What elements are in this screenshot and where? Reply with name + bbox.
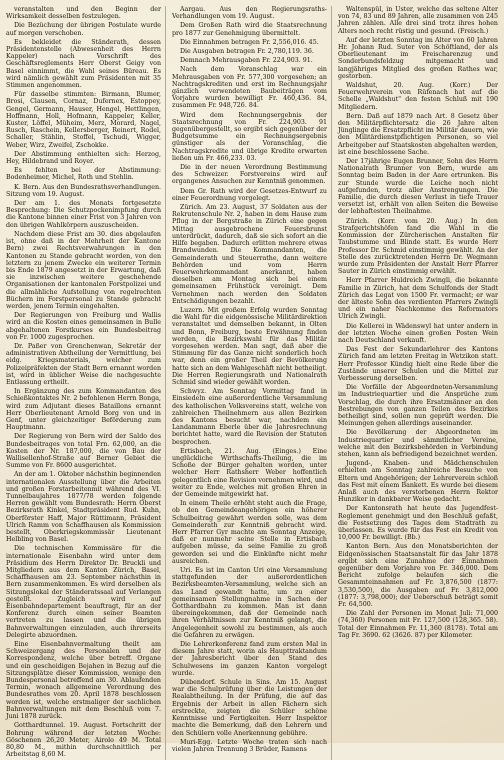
column-3	[338, 6, 498, 760]
col2-paragraph: Die Ausgaben betragen Fr. 2,780,119. 36.	[180, 48, 314, 56]
col1-paragraph: veranstalten und den Beginn der Wirksamkeit desselben festzulegen.	[6, 6, 161, 21]
col2-paragraph: Dübendorf. Schule in Sins. Am 15. August war die Schulprüfung über die Leistungen der Realabtheilung. In der Prüfung, die auf das Ergebnis der Arbeit in allen Fächern sich erstreckte, zeigten die Schüler schöne Kenntnisse und Fertigkeiten. Herr Inspektor machte die Bemerkung, daß den Lehrern und den Schülern volle Anerkennung gebühre.	[172, 679, 327, 737]
col1-paragraph: K. Bern. Aus den Bundesrathsverhandlungen. Sitzung vom 19. August.	[6, 183, 161, 198]
col3-paragraph: Kanton Bern. Aus den Monatsberichten der Eidgenössischen Staatsanstalt für das Jahr 1878 ergibt sich eine Zunahme der Einnahmen gegenüber dem Vorjahre von Fr. 346,000. Dem Bericht zufolge belaufen sich die Gesammteinnahmen auf Fr. 3,876,500 (1877: 3,530,500), die Ausgaben auf Fr. 3,812,000 (1877: 3,798,000); der Ueberschuß beträgt somit Fr. 64,500.	[338, 543, 498, 609]
col1-paragraph: An der am 1. Oktober nächsthin beginnenden internationalen Ausstellung über die Arbeiten und großen Forstarbeitenmit während des VI. Tunnelbaujahres 1877/78 werden folgende Herren gewählt vom Bundesrath: Herrn Oberst Bezirksrath Kinkel, Stadtpräsident Rud. Kuhn, Oberförster Haff, Major Rüttimann, Präsident Ulrich Ramm von Schaffhausen als Kommission bestellt, Oberkriegskommissär Lieutenant Helbling von Basel.	[6, 471, 161, 544]
col3-paragraph: Der Kantonsrath hat heute das Jugendfest-Reglement genehmigt und den Beschluß gefaßt, die Festsetzung des Tages dem Stadtrath zu überlassen. Es wurde für das Fest ein Kredit von 10,000 Fr. bewilligt. (Bb.)	[338, 505, 498, 542]
col3-paragraph: Zürich. (Korr. vom 20. Aug.) In den Strafgerichtshöfen fand die Wahl in die Kommission der Zürcherischen Anstalten für Taubstumme und Blinde statt. Es wurde Herr Professor Dr. Schmid einstimmig gewählt. An der Stelle des zurücktretenden Herrn Dr. Wegmann wurde zum Präsidenten der Anstalt Herr Pfarrer Sauter in Zürich einstimmig erwählt.	[338, 217, 498, 276]
column-1	[6, 6, 166, 760]
col2-paragraph: Die Lehrerkonferenz fand zum ersten Mal in diesem Jahre statt, worin als Haupttraktandum der Jahresbericht über den Stand des Schulwesens im ganzen Kanton vorgelegt wurde.	[172, 641, 327, 677]
col1-paragraph: Der Regierung von Bern wird der Saldo des Bundesbeitrages von total Frn. 62,000, an die Kosten der Nr. 187,000, die von Bau der Wallisellenhof-Straße auf Berner Gebiet die Summe von Fr. 8600 ausgerichtet.	[6, 433, 161, 470]
col3-paragraph: Die Vorfälle der Abgeordneten-Versammlung im Industriequartier und die Ansprüche zum Vorschlag, die durch ihre Ersatzmänner an den Bestrebungen von ganzen Teilen des Bezirkes betheiligt sind, sollen nun geprüft werden. Die Meinungen gehen allerdings auseinander.	[338, 384, 498, 428]
col2-paragraph: Aargau. Aus den Regierungsraths-Verhandlungen vom 19. August.	[172, 6, 327, 21]
col2-paragraph: Nach dem Voranschlag war ein Mehrausgaben von Fr. 577,300 vorgesehen; an Nachtragskrediten und erst im Rechnungsjahr gänzlich verwendeten Baubeiträgen vom Vorjahre wurden bewilligt Fr. 460,436. 84, zusammen Fr. 948,726. 84.	[172, 66, 327, 110]
article-columns	[6, 6, 498, 759]
col2-paragraph: Uri. Es ist im Canton Uri eine Versammlung stattgefunden der außerordentlichen Bezirksbeamten-Versammlung, welche sich an das Land gewandt hatte, um zu einer gemeinsamen Stellungnahme in Sachen der Gotthardbahn zu kommen. Man ist dann übereingekommen, daß der Gemeinde nach ihren Verhältnissen zur Kenntniß gelangt, die Angelegenheit sowohl zu bestimmen, als auch die Gefahren zu erwägen.	[172, 567, 327, 639]
col1-paragraph: Die Bezüchung der übrigen Postulate wurde auf morgen verschoben.	[6, 22, 161, 37]
col2-paragraph: Demnach Mehrausgaben Fr. 224,903. 91.	[180, 57, 313, 65]
col1-paragraph: Für dasselbe stimmten: Birmann, Blumer, Brosi, Clausen, Cornaz, Dufernex, Estoppey, Gengel, Germann, Hauser, Hengel, Hettlingen, Hoffmann, Holl, Hofmann, Kappeler, Keller, Kuster, Löffel, Müheim, Merz, Morard, Nagel, Rusch, Raschein, Kellersberger, Reinert, Rodel, Schaller, Stählin, Stoffel, Tschudi, Wigger, Weber, Wirz, Zweifel, Zschokke.	[6, 91, 161, 149]
col2-paragraph: Luzern. Mit großem Erfolg wurden Sonntag die Wahl für die eidgenössische Militärdirektion veranstaltet und demselben bekannt, in Olten und Bonn, Freiburg, beste Erwähnung finden werden, die Bezirkswahl für das Militär vorgesehen werden. Man sagt, daß aber die Stimmung für das Ganze nicht sonderlich hoch war, denn ein großer Theil der Bevölkerung hatte sich an dem Wahlgeschäft nicht betheiligt. Die Herren Regierungsrath und Nationalrath Schmid sind wieder gewählt worden.	[172, 306, 327, 386]
col3-paragraph: Das Fest der Sekundarlehrer des Kantons Zürich fand am letzten Freitag in Wetzikon statt. Herr Professor Kündig hielt eine Rede über die Zustände unserer Schulen und die Mittel zur Verbesserung derselben.	[338, 346, 498, 382]
col3-paragraph: Die Bevölkerung der Abgeordneten im Industriequartier und sämmtlicher Vereine, welche mit den Bezirksbehörden in Verbindung stehen, kann als befriedigend bezeichnet werden.	[338, 429, 498, 458]
col1-paragraph: Der am 1. des Monats fortgesetzte Besprechung: Die Schutzpockenimpfung durch die Kantone binnen einer Frist von 3 Jahren von den übrigen Wahlkörpern auszuscheiden.	[6, 200, 161, 229]
col3-paragraph: Jugend-, Knaben- und Mädchenschulen erhielten am Sonntag zahlreiche Besuche von Eltern und Angehörigen; der Lehrerverein schloß das Fest mit einem Bankett. Es wurde bei diesem Anlaß auch des verstorbenen Herrn Rektor Hunziker in dankbarer Weise gedacht.	[338, 460, 498, 504]
col3-paragraph: Die Zahl der Personen im Monat Juli: 71,000 (74,360) Personen mit Fr. 127,500 (128,365. 58). Total der Einnahmen Fr. 11,360 (8178). Total am Tag Fr. 3690. 62 (3626. 87) per Kilometer.	[338, 610, 498, 639]
col1-paragraph: Nachdem diese Frist am 30. dies abgelaufen ist, ohne daß in der Mehrheit der Kantone Bern) zwei Rechtsverwahrungen in den Kantonen zu Stande gebracht worden, von den letztern zu jenem Zwecke ein weiterer Termin bis Ende 1879 angesetzt in der Erwartung, daß sie inzwischen weitere geschehende Organisationen der kantonalen Forstpolizei und die allmähliche Aufstellung von regelrechten Büchern im Forstpersonal zu Stande gebracht werden, jenem Termin eingehalten.	[6, 230, 161, 310]
col1-paragraph: Es fehlten bei der Abstimmung: Bodenheimer, Michel, Roth und Stehlin.	[6, 167, 161, 182]
col3-paragraph: Waltenspül, in Uster, welche das seltene Alter von 74, 83 und 89 Jahren, alle zusammen von 245 Jahren zählen. Alle drei sind trotz ihres hohen Alters noch recht rüstig und gesund. (Freisch.)	[338, 6, 498, 35]
col1-paragraph: Der Abstimmung enthielten sich: Herzog, Hey, Hildebrand und Royer.	[6, 150, 161, 166]
col2-paragraph: Dem Gr. Rath wird der Gesetzes-Entwurf zu einer Feuerordnung vorgelegt.	[172, 187, 327, 202]
col3-paragraph: Waldshut, 20. Aug. (Korr.) Der Feuerwehrverein von Rüfenach hat auf die Schelle „Waldshut" den festen Schluß mit 190 Mitgliedern.	[338, 82, 498, 111]
col1-paragraph: Gotthardtunnel. 19. August. Fortschritt der Bohrung während der letzten Woche: Göschenen 26,20 Meter, Airolo 49 M. Total 80,80 M., mithin durchschnittlich per Arbeitstag 8,60 M.	[6, 722, 161, 759]
col2-paragraph: Dem Großen Rath wird die Staatsrechnung pro 1877 zur Genehmigung übermittelt.	[172, 22, 327, 37]
col1-paragraph: Eine Eisenbahnvermaltung theilt am Schweizergang des Personalen und der Korrespondenz, welche über betreff. Organe und ein gescheidigen Bejahen in Bezug auf die Sitzungsplätze dieser Kommission, wenige den Bundespersonal betreffend am 30. Ablaufenden Termin, wonach allgemeine Verordnung des Bundesrathes vom 20. April 1878 beschlossen worden ist, welche erstmaliger der sachlichen Bahnverwaltungen mit dem Beschluß vom 7. Juni 1878 zurück.	[6, 641, 161, 721]
col2-paragraph: Schwyz. Am Sonntag Vormittag fand in Einsiedeln eine außerordentliche Versammlung des katholischen Volksvereins statt, welche von zahlreichen Theilnehmern aus allen Bezirken des Kantons besucht war, nachdem ein Landammann Eberle über die Jahresrechnung berichtet hatte, ward die Revision der Statuten besprochen.	[172, 388, 327, 446]
col2-paragraph: Muri-Egg. Letzte Woche traten sich nach vielen Jahren Trennung 3 Brüder, Ramens	[172, 738, 327, 753]
col3-paragraph: Bern. Daß auf 1879 nach Art. 8 Gesetz über den Militärpflichtersatz die 26 Jahre alten Jünglinge die Ersatzpflicht im Militär dauern, wie den Militärdienstpflichtigen Personen, so viel Arbeitgeber auf Staatskosten abgehalten werden, ist eine beschlossene Sache.	[338, 112, 498, 156]
column-2	[172, 6, 332, 760]
col2-paragraph: In einem Theile erhöht steht auch die Frage, ob den Gemeindeangehörigen ein höherer Schulbeitrag gewährt werden solle, was dem Gemeinderath zur Kenntniß gebracht wird. Herr Pfarrer Gyr machte am Sonntag Anzeige, daß er nunmehr seine Stelle in Ertisbach aufgeben müsse, da seine Familie zu groß geworden sei und die Einkünfte nicht mehr ausreichen.	[172, 500, 327, 565]
col2-paragraph: Die in der neuen Verordnung Bestimmung des Schweizer. Forstvereins wird auf ergangenes Ansuchen zur Kenntniß genommen.	[172, 164, 327, 186]
col2-paragraph: Zürich. Am 23. August, 37 Soldaten aus der Rekrutenschule Nr. 2, haben in dem Hause zum Pflug in der Bergstraße in Zürich eine gegen Mittag ausgebrochene Feuersbrunst unterdrückt, dadurch, daß sie sich sofort an die Hilfe begaben. Dadurch erlitten mehrere etwas Brandwunden. Die Kommandanten, die Gemeinderath und Steuerrathe, dann weitere Behörden und vom Herrn Feuerwehrkommandant anerkannt, haben dieselben am Montag sich bei einem gemeinsamen Frühstück vereinigt. Dem Vernehmen nach werden den Soldaten Entschädigungen bezahlt.	[172, 204, 327, 305]
col2-paragraph: Die Einnahmen betragen Fr. 2,556,016. 45.	[180, 38, 319, 46]
col1-paragraph: In Ergänzung des zum Kommandanten des Schießkontaktes Nr. 2 befohlenen Herrn Bonga, wird zum Adjutant dieses Bataillons ernannt Herr Oberlieutenant Arnold Borg von und in Genf, unter gleichzeitiger Beförderung zum Hauptmann.	[6, 388, 161, 432]
col2-paragraph: Ertisbach, 21. Aug. (Einges.) Eine unglückliche Wirthschafts-Theilung, die im Schoße der Bürger gehalten worden, unter welcher Herr Rathsherr Weber hoffentlich gelegentlich eine Revision vornehmen wird, und weiter zu Ende, welches mit großen Ehren in der Gemeinde mitgewirkt hat.	[172, 447, 327, 498]
col3-paragraph: Die Kellerei in Wädenswyl hat unter andern in der letzten Woche einen großen Posten Wein nach Deutschland verkauft.	[338, 322, 498, 344]
col1-paragraph: Die technischen Kommissäre für die internationale Eisenbahn wird unter dem Präsidium des Herrn Direktor Dr. Bruckli und Mitgliedern aus dem Kanton Zürich, Basel, Schaffhausen am 23. September nächsthin in Bern zusammenkommen. Es wird derselben als Sitzungslokal der Ständeratssaal auf Verlangen gestellt. Zugleich wird auf Eisenbahndepartement beauftragt, für an der Konferenz durch einen seiner Beamten vertreten zu lassen und die übrigen Bahnverwaltungen einzuladen, auch ihrerseits Delegirte abzuordnen.	[6, 545, 161, 639]
col3-paragraph: Der 17jährige Eugen Brunner, Sohn des Herrn Nationalrath Brunner von Bern, wurde am Sonntag beim Baden in der Aare ertrunken. Bis zur Stunde wurde die Leiche noch nicht aufgefunden, trotz aller Anstrengungen. Die Familie, die durch diesen Verlust in tiefe Trauer versetzt ist, erhält von allen Seiten die Beweise der lebhaftesten Theilnahme.	[338, 158, 498, 216]
col3-paragraph: Auf der letzten Sonntag im Alter von 60 Jahren Hr. Johann Rud. Suter von Schöftland, der als Oberlieutenant im Freischarenzug und Sonderbundsfeldzug mitgemacht und langjähriges Mitglied des großen Rathes war, gestorben.	[338, 36, 498, 80]
col1-paragraph: Dr. Paßer von Grenchenwan, Sekretär der administrativen Abtheilung der Vermittlung, bei eidg. Kriegsmaterials, welcher zum Polizeipräfekten der Stadt Bern ernannt worden ist, wird in üblicher Weise die nachgesuchte Entlassung ertheilt.	[6, 342, 161, 386]
col2-paragraph: Wird dem Rechnungsergebnis der Staatsrechnung von Fr. 224,903. 91 gegenübergestellt, so ergibt sich gegenüber der Budgetsumme ein Rechnungsergebnis günstiger als der Voranschlag, die Nachtragskredite und übrige Kredite erwarten ließen um Fr. 466,233. 03.	[172, 111, 327, 162]
col3-paragraph: Herr Pfarrer Huldreich Zwingli, die bekannte Familie in Zürich, hat dem Schulfonds der Stadt Zürich das Legat von 1500 Fr. vermacht; er war der älteste Sohn des verdienten Pfarrers Zwingli und ein naher Nachkomme des Reformators Ulrich Zwingli.	[338, 277, 498, 321]
col1-paragraph: Der Regierungen von Freiburg und Wallis wird an die Kosten eines gemeinsamen in Bulle abgehaltenen Forstkurses ein Bundesbeitrag von Fr. 1000 zugesprochen.	[6, 312, 161, 341]
col1-paragraph: Es bekleidet die Ständerath, dessen Präsidentenstelle (Abwesenheit des Herrn Kappeler) nach Vorschrift des Geschäftsreglements Herr Oberst Geigy von Basel einnimmt, die Wahl seines Büreau. Es wird nämlich gewählt zum Präsidenten mit 35 Stimmen angenommen.	[6, 38, 161, 90]
